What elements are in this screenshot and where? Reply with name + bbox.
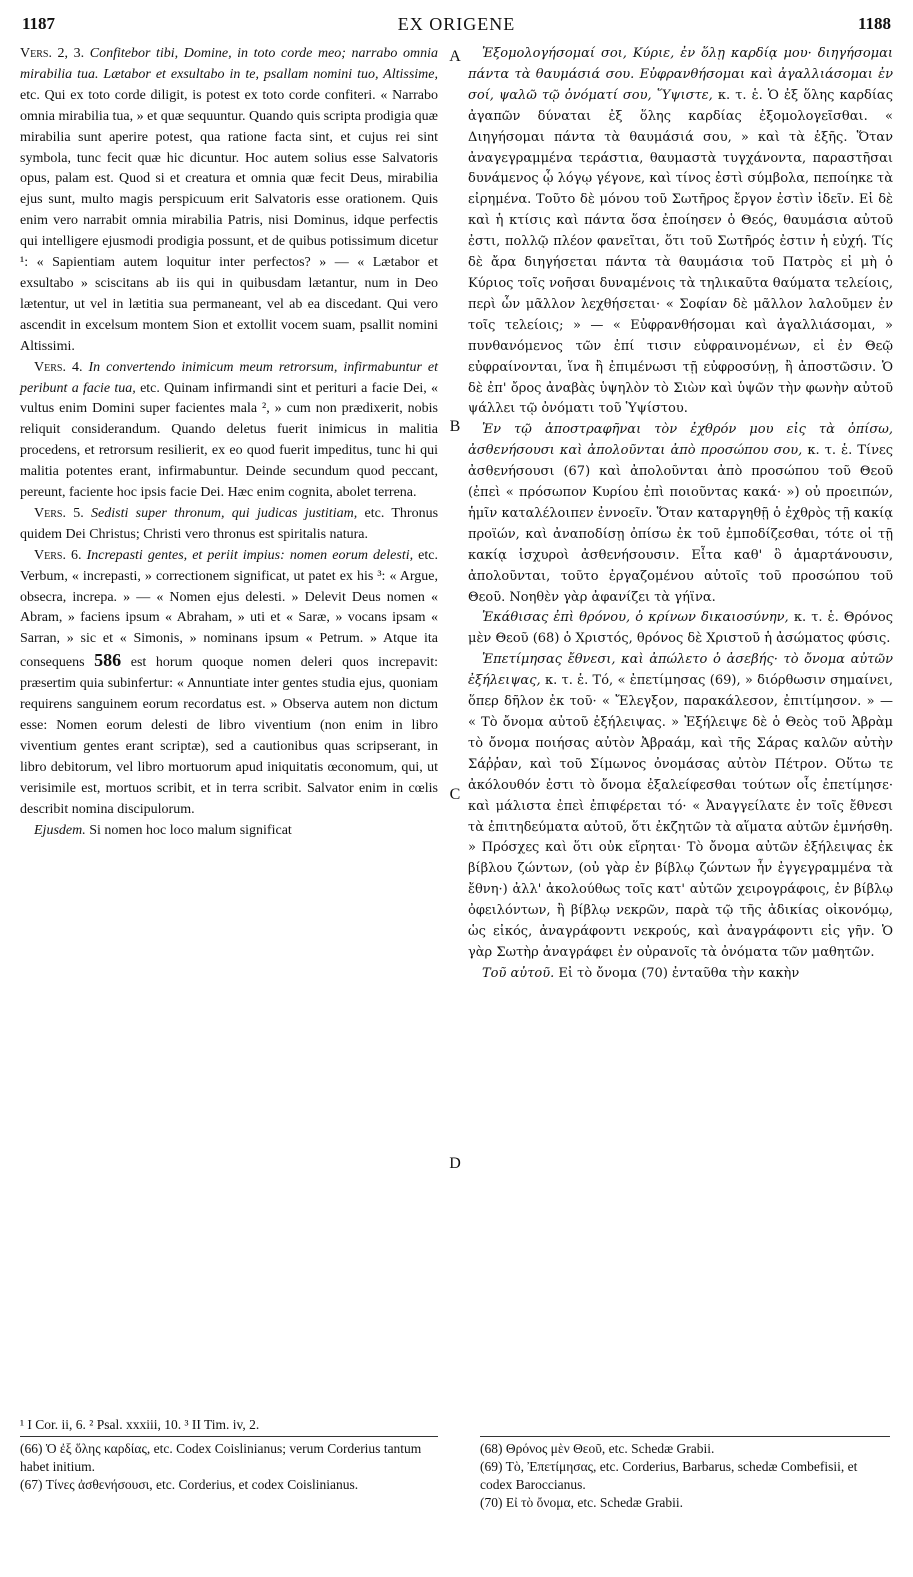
ejusdem-text: Si nomen hoc loco malum significat — [89, 822, 292, 838]
page-header — [22, 14, 891, 42]
column-number: 586 — [94, 650, 122, 671]
verse-lemma: Sedisti super thronum, qui judicas justitiam, — [91, 505, 358, 521]
verse-lemma: In convertendo inimicum meum retrorsum, infirmabuntur et peribunt a facie tua, — [20, 359, 439, 396]
footnote-70: (70) Εἰ τὸ ὄνομα, etc. Schedæ Grabii. — [480, 1495, 684, 1510]
footnote-69: (69) Τὸ, Ἐπετίμησας, etc. Corderius, Barbarus, schedæ Combefisii, et codex Baroccianus. — [480, 1459, 858, 1492]
footnote-67: (67) Τίνες ἀσθενήσουσι, etc. Corderius, et codex Coislinianus. — [20, 1477, 359, 1492]
verse-commentary: etc. Quinam infirmandi sint et perituri a facie Dei, « vultus enim Domini super facientes mala ², » cum non prædixerit, nobis reliquit considerandum. Quando deletus fuerit inimicus in malitia procedens, et retrorsum resilierit, ex eo quod fuerit impeditus, tunc hi qui malitia potentes erant, infirmabuntur. Deinde secundum quod peccant, pereunt, faciente hoc ipsis facie Dei. Hæc enim cognita, abolet terrena. — [20, 380, 439, 501]
greek-verse-2-3 — [468, 44, 893, 420]
greek-verse-6 — [468, 650, 893, 964]
latin-verse-6 — [20, 546, 438, 821]
margin-marker-a: A — [449, 48, 461, 65]
verse-lemma: Ἐν τῷ ἀποστραφῆναι τὸν ἐχθρόν μου εἰς τὰ ὀπίσω, ἀσθενήσουσι καὶ ἀπολοῦνται ἀπὸ προσώπου σου, — [468, 422, 893, 459]
margin-marker-b: B — [449, 418, 461, 435]
right-page-number: 1188 — [857, 14, 891, 33]
scripture-references: ¹ I Cor. ii, 6. ² Psal. xxxiii, 10. ³ II Tim. iv, 2. — [20, 1417, 260, 1432]
verse-commentary: κ. τ. ἑ. Τό, « ἐπετίμησας (69), » διόρθωσιν σημαίνει, ὅπερ δῆλον ἐκ τοῦ· « Ἔλεγξον, παρακάλεσον, ἐπιτίμησον. » — « Τὸ ὄνομα αὐτοῦ ἐξήλειψας. » Ἐξήλειψε δὲ ὁ Θεὸς τοῦ Ἀβρὰμ τὸ ὄνομα ποιήσας αὐτὸν Ἀβραάμ, καὶ τῆς Σάρας καλῶν αὐτὴν Σάῤῥαν, καὶ τοῦ Σίμωνος ὀνομάσας αὐτὸν Πέτρον. Οὕτω τε ἀκόλουθόν ἐστι τὸ ὄνομα ἐξαλείφεσθαι τούτων οἷς ἐπετίμησε· καὶ μάλιστα ἐπεὶ ἐπιφέρεται τό· « Ἀναγγείλατε ἐν τοῖς ἔθνεσι τὰ ἐπιτηδεύματα αὐτοῦ, ὅτι ἐκζητῶν τὰ αἵματα αὐτῶν ἐμνήσθη. » Πρόσχες καὶ ὅτι οὐκ εἴρηται· Τὸ ὄνομα αὐτῶν ἐξήλειψας ἐκ βίβλου ζώντων, (οὐ γὰρ ἐν βίβλῳ ζώντων ἦν ἐγγεγραμμένα τὰ ἔθνη·) ἀλλ' ἀκολούθως τοῖς κατ' αὐτῶν χειρογράφοις, ἐν βίβλῳ ὀφειλόντων, ἢ βίβλῳ νεκρῶν, παρὰ τῷ τῆς ἀδικίας οἰκονόμῳ, ὡς εἰκός, ἀναγράφοντι νεκρούς, καὶ ἀναγράφοντι εἰς γῆν. Ὁ γὰρ Σωτὴρ ἀναγράφει ἐν οὐρανοῖς τὰ ὀνόματα τῶν μαθητῶν. — [468, 673, 893, 960]
latin-ejusdem — [20, 821, 438, 842]
latin-verse-2-3 — [20, 44, 438, 358]
verse-lemma: Ἐκάθισας ἐπὶ θρόνου, ὁ κρίνων δικαιοσύνην, — [482, 610, 789, 626]
verse-label: Vers. 4. — [34, 359, 83, 375]
verse-commentary: etc. Qui ex toto corde diligit, is potest ex toto corde confiteri. « Narrabo omnia mirabilia tua, » et quæ sequuntur. Quando quis scripta prodigia quæ mirabilia sunt aperire potest, qua ratione facta sint, et cujus rei sint symbola, tunc fecit quæ hic dicuntur. Hoc autem solius esse Salvatoris opus, palam est. Quod si et creatura et omnia quæ fecit Deus, mirabilia ejus sunt, multo magis perspicuum erit Salvatoris esse orationem. Quis enim vero narrabit omnia mirabilia Patris, nisi Dominus, idque perfectis qui intelligere ejusmodi prodigia possunt, et de quibus potissimum dicetur ¹: « Sapientiam autem loquitur inter perfectos? » — « Lætabor et exsultabo » sciscitans ab iis qui in quibusdam lætantur, num in Deo lætentur, ut vel in lætitia sua permaneant, vel ab ea discedant. Qui vero ascendit in excelsum montem Sion et extollit vocem suam, psallit nomini Altissimi. — [20, 87, 438, 354]
latin-editorial-notes — [20, 1440, 438, 1494]
margin-marker-c: C — [449, 786, 461, 803]
latin-verse-4 — [20, 358, 438, 504]
verse-lemma: Confitebor tibi, Domine, in toto corde meo; narrabo omnia mirabilia tua. Lætabor et exsultabo in te, psallam nomini tuo, Altissime, — [20, 46, 439, 82]
margin-marker-d: D — [449, 1155, 461, 1172]
verse-commentary-continued: est horum quoque nomen deleri quos increpavit: præsertim quia subinfertur: « Annuntiate inter gentes studia ejus, quoniam requirens sanguinem eorum recordatus est. » Observa autem non dictum esse: Nomen eorum delesti de libro viventium (non enim in libro viventium gentes erant scriptæ), sed a cautionibus quas scripserant, in libro debitorum, vel libro mortuorum apud iniquitatis œconomum, qui, ut verisimile est, mortuos scribit, et in terra scribit. Salvator enim in cœlis describit nomina discipulorum. — [20, 655, 438, 817]
ejusdem-label: Ejusdem. — [34, 822, 86, 838]
left-page-number: 1187 — [22, 14, 56, 33]
verse-commentary: etc. Thronus quidem Dei Christus; Christi vero thronus est spiritalis natura. — [20, 505, 439, 542]
verse-lemma: Ἐξομολογήσομαί σοι, Κύριε, ἐν ὅλῃ καρδίᾳ μου· διηγήσομαι πάντα τὰ θαυμάσιά σου. Εὐφρανθήσομαι καὶ ἀγαλλιάσομαι ἐν σοί, ψαλῶ τῷ ὀνόματί σου, Ὕψιστε, — [468, 46, 893, 103]
running-title: EX ORIGENE — [397, 14, 516, 34]
verse-commentary: κ. τ. ἑ. Θρόνος μὲν Θεοῦ (68) ὁ Χριστός, θρόνος δὲ Χριστοῦ ἡ ἀσώματος φύσις. — [468, 610, 893, 647]
footnote-rule — [480, 1436, 890, 1437]
footnote-rule — [20, 1436, 438, 1437]
verse-label: Vers. 5. — [34, 505, 84, 521]
verse-commentary: κ. τ. ἑ. Τίνες ἀσθενήσουσι (67) καὶ ἀπολοῦνται ἀπὸ προσώπου τοῦ Θεοῦ (ἐπεὶ « πρόσωπον Κυρίου ἐπὶ ποιοῦντας κακά· ») οὐ προειπών, ἡμῖν καταλέλοιπεν ἐννοεῖν. Ὅταν καταργηθῇ ὁ ἐχθρὸς τῇ κακίᾳ προϊών, καὶ ἀναποδίσῃ ὀπίσω ἐκ τοῦ ἐμποδίζεσθαι, τότε οἱ τῇ κακίᾳ ἰσχυροὶ ἀσθενήσουσιν. Εἶτα καθ' ὃ ἁμαρτάνουσιν, ἀπολοῦνται, τοῦτο ἐργαζομένου αὐτοῖς τοῦ προσώπου τοῦ Θεοῦ. Νοηθὲν γὰρ ἀφανίζει τὰ γήϊνα. — [468, 443, 893, 605]
verse-label: Vers. 2, 3. — [20, 46, 85, 61]
tou-autou-text: Εἰ τὸ ὄνομα (70) ἐνταῦθα τὴν κακὴν — [558, 965, 800, 981]
tou-autou-label: Τοῦ αὐτοῦ. — [482, 965, 555, 981]
greek-verse-4 — [468, 420, 893, 608]
footnote-66: (66) Ὁ ἐξ ὅλης καρδίας, etc. Codex Coislinianus; verum Corderius tantum habet initium. — [20, 1441, 422, 1474]
latin-footnotes — [20, 1416, 438, 1434]
verse-commentary: κ. τ. ἑ. Ὁ ἐξ ὅλης καρδίας ἀγαπῶν δύναται ἐξ ὅλης καρδίας ἐξομολογεῖσθαι. « Διηγήσομαι πάντα τὰ θαυμάσιά σου, » καὶ τὰ ἑξῆς. Ὅταν ἀναγεγραμμένα τεράστια, θαυμαστὰ τυγχάνοντα, παραστῆσαι δυνάμενος ᾧ λόγῳ γέγονε, καὶ τίνος ἐστὶ σύμβολα, πεποίηκε τὰ εἰρημένα. Τοῦτο δὲ μόνου τοῦ Σωτῆρος ἔργον ἐστὶν ἰδεῖν. Εἰ δὲ καὶ ἡ κτίσις καὶ πάντα ὅσα ἐποίησεν ὁ Θεός, θαυμάσια αὐτοῦ ἐστι, πολλῷ πλέον φανεῖται, ὅτι τοῦ Σωτῆρός ἐστιν ἡ εὐχή. Τίς δὲ ἄρα διηγήσεται πάντα τὰ θαυμάσια τοῦ Πατρὸς εἰ μὴ ὁ Κύριος τοῖς νοῆσαι δυναμένοις τὰ τηλικαῦτα θαύματα τελείοις, περὶ ὧν μᾶλλον λεχθήσεται· « Σοφίαν δὲ μᾶλλον λαλοῦμεν ἐν τοῖς τελείοις; » — « Εὐφρανθήσομαι καὶ ἀγαλλιάσομαι, » πυνθανόμενος τῶν ἐπί τισιν εὐφραινομένων, εἰ ἐν Θεῷ εὐφραίνονται, ἵνα ἢ ἐπιμένωσι τῇ εὐφροσύνῃ, ἢ ἀποστῶσιν. Ὁ δὲ ἐπ' ὄρος ἀναβὰς ὑψηλὸν τὸ Σιὼν καὶ ὑψῶν τὴν φωνὴν αὐτοῦ ψάλλει τῷ ὀνόματι τοῦ Ὑψίστου. — [468, 87, 893, 417]
footnote-68: (68) Θρόνος μὲν Θεοῦ, etc. Schedæ Grabii. — [480, 1441, 715, 1456]
verse-lemma: Increpasti gentes, et periit impius: nomen eorum delesti, — [86, 547, 414, 563]
verse-lemma: Ἐπετίμησας ἔθνεσι, καὶ ἀπώλετο ὁ ἀσεβής· τὸ ὄνομα αὐτῶν ἐξήλειψας, — [468, 652, 893, 689]
greek-editorial-notes — [480, 1440, 890, 1512]
greek-tou-autou — [468, 964, 893, 985]
verse-commentary: etc. Verbum, « increpasti, » correctionem significat, ut patet ex his ³: « Argue, obsecra, increpa. » — « Nomen ejus delesti. » Delevit Deus nomen « Abram, » faciens ipsum « Abraham, » uti et « Saræ, » vocans ipsam « Sarran, » sic et « Simonis, » nominans ipsum « Petrum. » Atque ita consequens — [20, 547, 438, 671]
greek-verse-5 — [468, 608, 893, 650]
greek-column — [468, 44, 893, 985]
latin-verse-5 — [20, 504, 438, 546]
verse-label: Vers. 6. — [34, 547, 82, 563]
latin-column — [20, 44, 438, 841]
